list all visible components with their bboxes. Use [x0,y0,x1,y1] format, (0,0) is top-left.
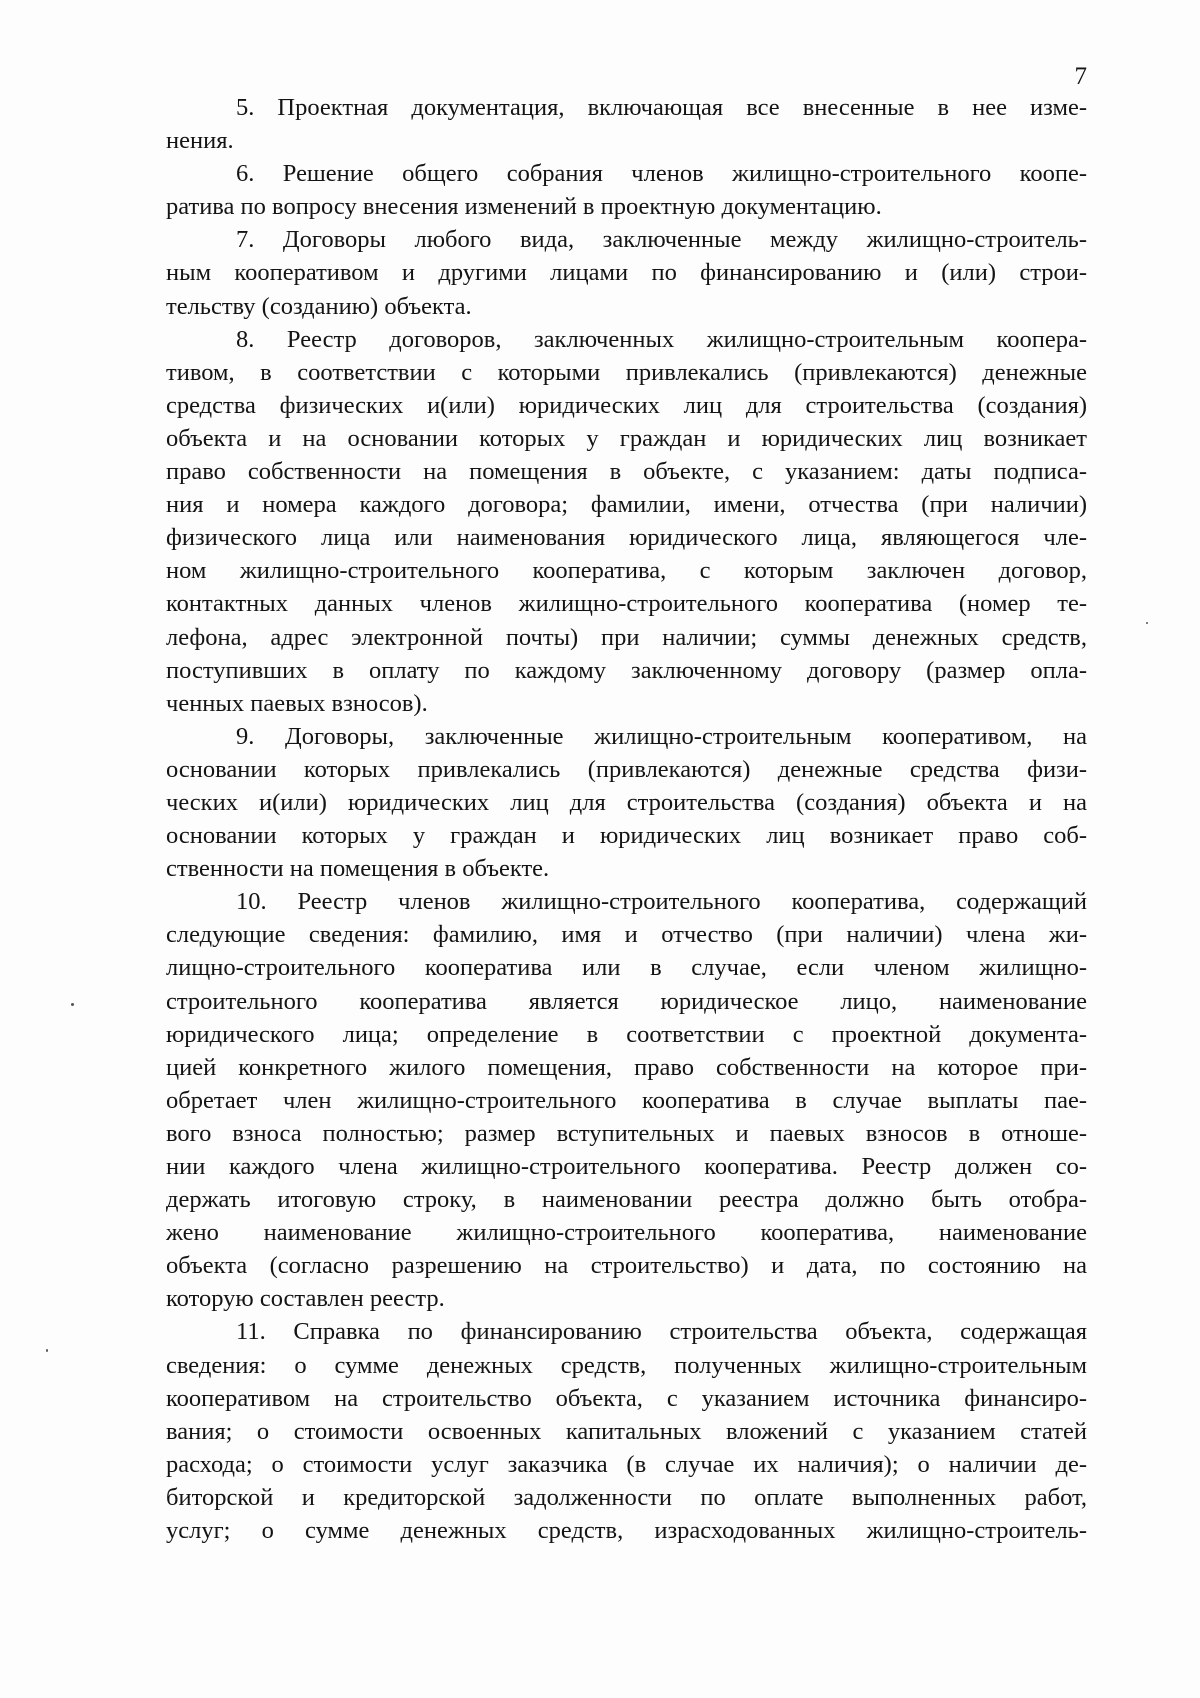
text-line: тивом, в соответствии с которыми привлекались (привлекаются) денежные [166,358,1087,386]
text-line: объекта и на основании которых у граждан и юридических лиц возникает [166,424,1087,452]
text-line: нии каждого члена жилищно-строительного кооператива. Реестр должен со- [166,1153,1087,1180]
text-line: жено наименование жилищно-строительного кооператива, наименование [166,1219,1087,1247]
text-line: строительного кооператива является юридическое лицо, наименование [166,987,1087,1015]
text-line: средства физических и(или) юридических лиц для строительства (создания) [166,391,1087,419]
text-line: обретает член жилищно-строительного кооператива в случае выплаты пае- [166,1086,1087,1114]
text-line: 11. Справка по финансированию строительства объекта, содержащая [236,1318,1087,1346]
text-line: ния и номера каждого договора; фамилии, имени, отчества (при наличии) [166,491,1087,519]
text-line: биторской и кредиторской задолженности по оплате выполненных работ, [166,1483,1087,1511]
text-line: лищно-строительного кооператива или в случае, если членом жилищно- [166,954,1087,982]
text-line: нения. [166,127,234,155]
page-number: 7 [1074,63,1087,90]
text-line: услуг; о сумме денежных средств, израсходованных жилищно-строитель- [166,1517,1087,1545]
scan-speck [46,1349,48,1352]
text-line: сведения: о сумме денежных средств, полученных жилищно-строительным [166,1351,1087,1379]
text-line: вого взноса полностью; размер вступительных и паевых взносов в отноше- [166,1119,1087,1147]
text-line: 8. Реестр договоров, заключенных жилищно-строительным коопера- [236,325,1087,353]
text-line: 6. Решение общего собрания членов жилищно-строительного коопе- [236,160,1087,188]
text-line: цией конкретного жилого помещения, право собственности на которое при- [166,1053,1087,1081]
text-line: ственности на помещения в объекте. [166,855,550,883]
text-line: 5. Проектная документация, включающая все внесенные в нее изме- [236,94,1087,121]
text-line: право собственности на помещения в объекте, с указанием: даты подписа- [166,458,1087,486]
text-line: расхода; о стоимости услуг заказчика (в случае их наличия); о наличии де- [166,1450,1087,1478]
text-line: вания; о стоимости освоенных капитальных вложений с указанием статей [166,1417,1087,1445]
text-line: кооперативом на строительство объекта, с указанием источника финансиро- [166,1384,1087,1412]
text-line: основании которых у граждан и юридических лиц возникает право соб- [166,822,1087,850]
text-line: ченных паевых взносов). [166,689,428,717]
text-line: основании которых привлекались (привлекаются) денежные средства физи- [166,755,1087,783]
text-line: ным кооперативом и другими лицами по финансированию и (или) строи- [166,259,1087,287]
text-line: ратива по вопросу внесения изменений в проектную документацию. [166,193,882,221]
text-line: лефона, адрес электронной почты) при наличии; суммы денежных средств, [166,623,1087,651]
document-body [166,91,1087,1547]
text-line: 10. Реестр членов жилищно-строительного кооператива, содержащий [236,888,1087,916]
text-line: держать итоговую строку, в наименовании реестра должно быть отобра- [166,1186,1087,1214]
text-line: объекта (согласно разрешению на строительство) и дата, по состоянию на [166,1252,1087,1280]
text-line: физического лица или наименования юридического лица, являющегося чле- [166,524,1087,552]
text-line: следующие сведения: фамилию, имя и отчество (при наличии) члена жи- [166,921,1087,949]
text-line: ческих и(или) юридических лиц для строительства (создания) объекта и на [166,788,1087,816]
text-line: 9. Договоры, заключенные жилищно-строительным кооперативом, на [236,722,1087,750]
text-line: ном жилищно-строительного кооператива, с которым заключен договор, [166,557,1087,585]
scan-speck [71,1003,74,1006]
text-line: тельству (созданию) объекта. [166,292,472,320]
scan-speck [1146,622,1148,624]
text-line: 7. Договоры любого вида, заключенные между жилищно-строитель- [236,226,1087,254]
text-line: которую составлен реестр. [166,1285,445,1313]
text-line: поступивших в оплату по каждому заключенному договору (размер опла- [166,656,1087,684]
text-line: юридического лица; определение в соответствии с проектной документа- [166,1020,1087,1048]
text-line: контактных данных членов жилищно-строительного кооператива (номер те- [166,590,1087,618]
